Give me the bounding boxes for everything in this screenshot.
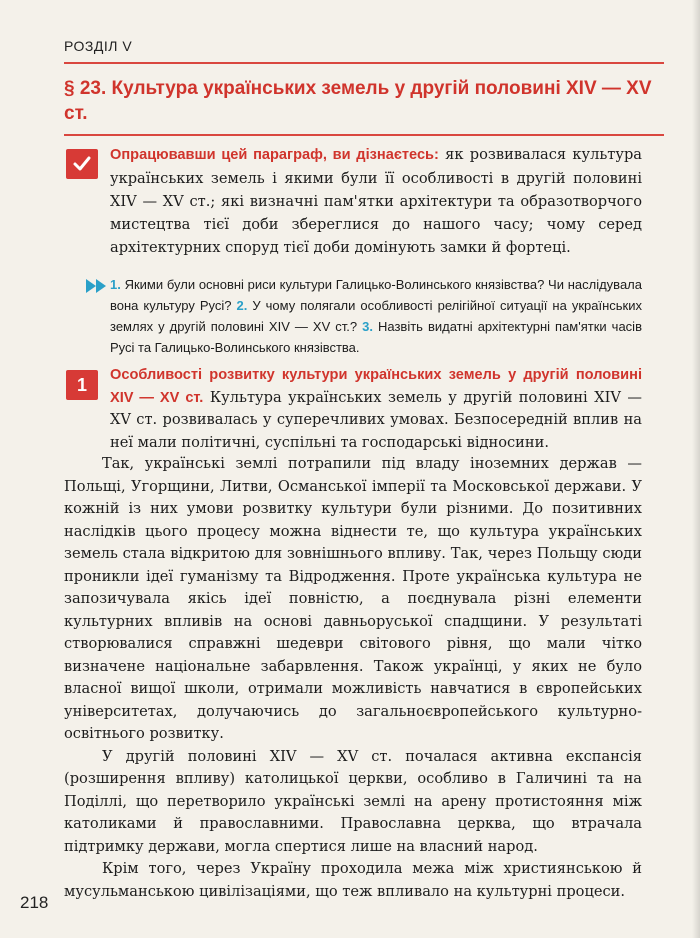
page-number: 218 xyxy=(20,893,49,912)
question-number: 2. xyxy=(236,298,248,313)
question-text: У чому полягали особливості релігійної ситуації на українських землях у другій половині XIV — XV ст.? xyxy=(110,298,643,334)
section-label: РОЗДІЛ V xyxy=(64,38,133,54)
question-number: 3. xyxy=(362,319,373,334)
objectives-lead: Опрацювавши цей параграф, ви дізнаєтесь: xyxy=(110,147,439,163)
page-edge xyxy=(692,0,700,938)
section-intro xyxy=(110,364,642,454)
body-text xyxy=(64,453,642,903)
paragraph: У другій половині XIV — XV ст. почалася активна експансія (розширення впливу) католицької церкви, особливо в Галичині та на Поділлі, що перетворило українські землі на арену протистояння між католиками й православними. Православна церква, що втрачала підтримку держави, могла спертися лише на власний народ. xyxy=(64,747,642,855)
learning-objectives xyxy=(110,143,642,259)
header-divider xyxy=(64,62,664,64)
paragraph: Крім того, через Україну проходила межа між християнською й мусульманською цивілізаціями, що теж впливало на культурні процеси. xyxy=(64,860,642,900)
section-heading: Особливості розвитку культури українських земель у другій половині XIV — XV ст. xyxy=(110,367,642,406)
question-text: Якими були основні риси культури Галицько-Волинського князівства? Чи наслідувала вона культуру Русі? xyxy=(110,277,642,313)
objectives-text: як розвивалася культура українських земель і якими були її особливості в другій половині XIV — XV ст.; які визначні пам'ятки архітектури та образотворчого мистецтва тієї доби збереглися до нашого часу; чому серед архітектурних споруд тієї доби домінують замки й фортеці. xyxy=(110,146,642,256)
title-divider xyxy=(64,134,664,136)
paragraph: Так, українські землі потрапили під владу іноземних держав — Польщі, Угорщини, Литви, Османської імперії та Московської держави. У кожній із них умови розвитку культури були різними. До позитивних наслідків цього процесу можна віднести те, що культура українських земель стала відкритою для зовнішнього впливу. Так, через Польщу сюди проникли ідеї гуманізму та Відродження. Проте українська культура не запозичувала якісь ідеї повністю, а поєднувала різні елементи культурних впливів на основі давньоруської спадщини. У результаті створювалися справжні шедеври світового рівня, що мали чітко визначене національне забарвлення. Також українці, у яких не було власної вищої школи, отримали можливість навчатися в європейських університетах, долучаючись до загальноєвропейського культурно-освітнього розвитку. xyxy=(64,455,642,742)
question-text: Назвіть видатні архітектурні пам'ятки часів Русі та Галицько-Волинського князівства. xyxy=(110,319,642,355)
double-arrow-icon xyxy=(86,279,108,293)
section-number-badge: 1 xyxy=(66,370,98,400)
question-number: 1. xyxy=(110,277,121,292)
section-first-text: Культура українських земель у другій половині XIV — XV ст. розвивалась у суперечливих умовах. Безпосередній вплив на неї мали політичні, суспільні та господарські відносини. xyxy=(110,388,642,451)
page-title: § 23. Культура українських земель у другій половині XIV — XV ст. xyxy=(64,78,652,124)
checkmark-icon xyxy=(66,149,98,179)
review-questions xyxy=(110,274,642,358)
